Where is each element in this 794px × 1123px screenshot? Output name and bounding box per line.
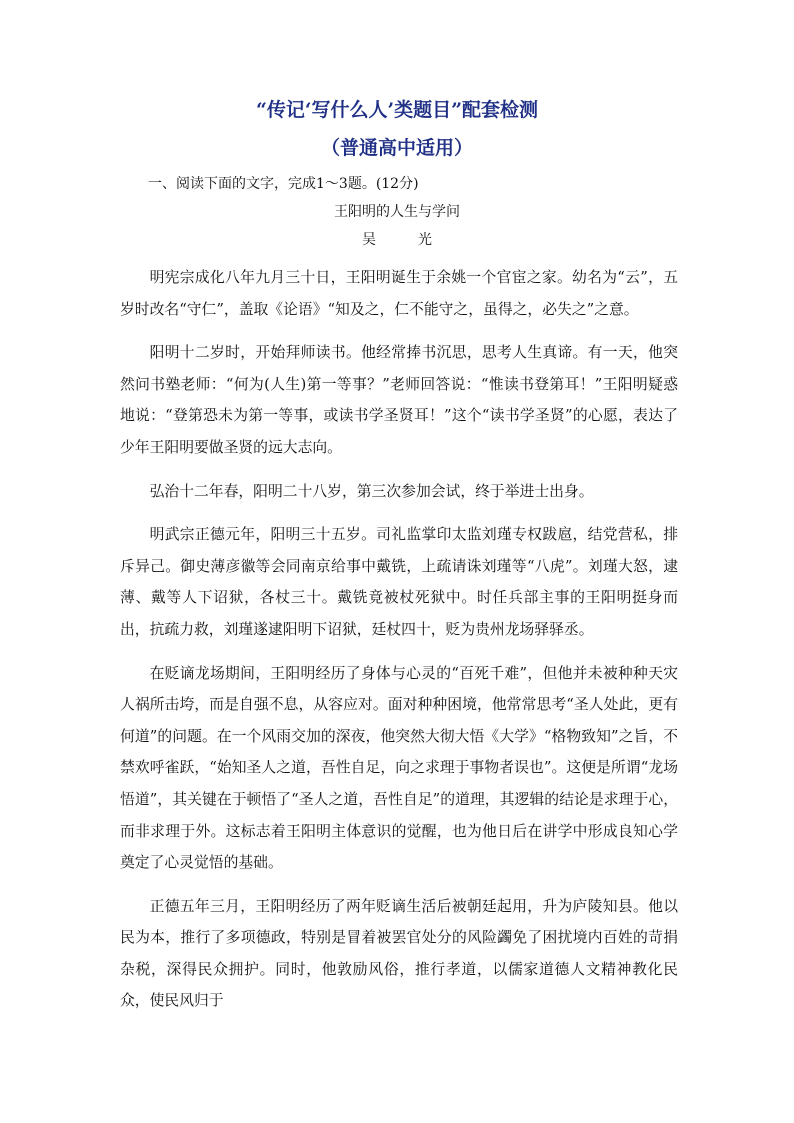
paragraph-5: 在贬谪龙场期间，王阳明经历了身体与心灵的“百死千难”，但他并未被种种天灾人祸所击垮，而是自强不息，从容应对。面对种种困境，他常常思考“圣人处此，更有何道”的问题。在一个风雨交加的深夜，他突然大彻大悟《大学》“格物致知”之旨，不禁欢呼雀跃，“始知圣人之道，吾性自足，向之求理于事物者误也”。这便是所谓“龙场悟道”，其关键在于顿悟了“圣人之道，吾性自足”的道理，其逻辑的结论是求理于心，而非求理于外。这标志着王阳明主体意识的觉醒，也为他日后在讲学中形成良知心学奠定了心灵觉悟的基础。 [120, 664, 678, 872]
document-subtitle: （普通高中适用） [320, 137, 473, 159]
paragraph-2: 阳明十二岁时，开始拜师读书。他经常捧书沉思，思考人生真谛。有一天，他突然问书塾老师：“何为(人生)第一等事？”老师回答说：“惟读书登第耳！”王阳明疑惑地说：“登第恐未为第一等事，或读书学圣贤耳！”这个“读书学圣贤”的心愿，表达了少年王阳明要做圣贤的远大志向。 [120, 344, 678, 456]
paragraph-6: 正德五年三月，王阳明经历了两年贬谪生活后被朝廷起用，升为庐陵知县。他以民为本，推行了多项德政，特别是冒着被罢官处分的风险蠲免了困扰境内百姓的苛捐杂税，深得民众拥护。同时，他敦励风俗，推行孝道，以儒家道德人文精神教化民众，使民风归于 [120, 897, 678, 1010]
paragraph-1: 明宪宗成化八年九月三十日，王阳明诞生于余姚一个官宦之家。幼名为“云”，五岁时改名“守仁”，盖取《论语》“知及之，仁不能守之，虽得之，必失之”之意。 [120, 269, 678, 318]
article-title: 王阳明的人生与学问 [334, 204, 460, 220]
document-title: “传记‘写什么人’类题目”配套检测 [255, 99, 539, 121]
article-author: 吴 光 [362, 232, 446, 248]
question-instruction: 一、阅读下面的文字，完成1～3题。(12分) [148, 176, 419, 192]
paragraph-4: 明武宗正德元年，阳明三十五岁。司礼监掌印太监刘瑾专权跋扈，结党营私，排斥异己。御史薄彦徽等会同南京给事中戴铣，上疏请诛刘瑾等“八虎”。刘瑾大怒，逮薄、戴等人下诏狱，各杖三十。戴铣竟被杖死狱中。时任兵部主事的王阳明挺身而出，抗疏力救，刘瑾遂逮阳明下诏狱，廷杖四十，贬为贵州龙场驿驿丞。 [120, 526, 678, 638]
paragraph-3: 弘治十二年春，阳明二十八岁，第三次参加会试，终于举进士出身。 [149, 482, 594, 500]
article-body [120, 262, 678, 1029]
